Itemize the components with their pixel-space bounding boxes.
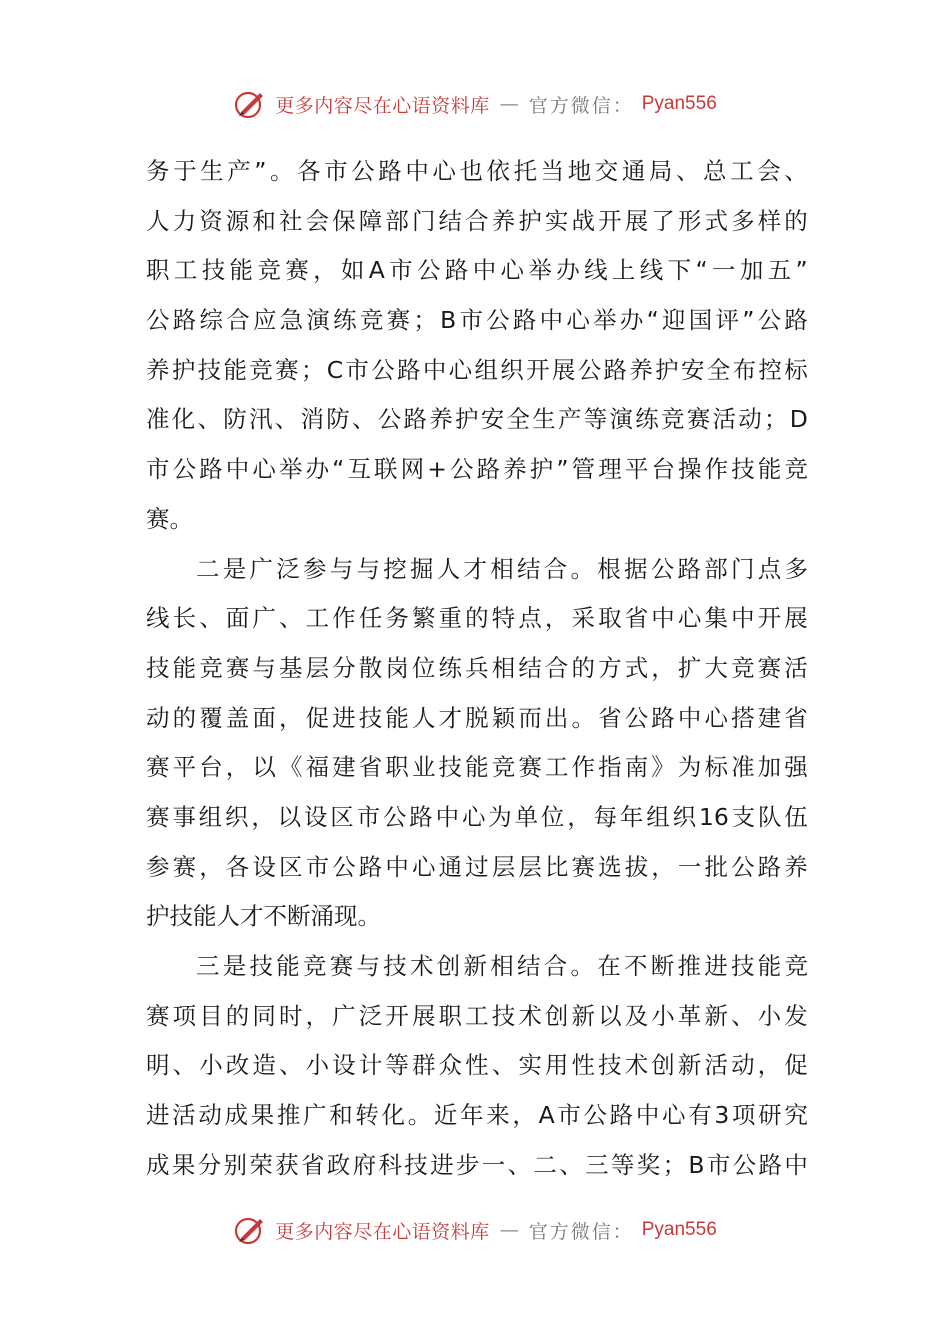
text-line: 人 力 资 源 和 社 会 保 障 部 门 结 合 养 护 实 战 开 展 了 形 式 多 样 的 xyxy=(146,206,808,235)
text-line: 线 长 、 面 广 、 工 作 任 务 繁 重 的 特 点 ， 采 取 省 中 心 集 中 开 展 xyxy=(146,604,808,633)
text-line: 公 路 综 合 应 急 演 练 竞 赛 ； B 市 公 路 中 心 举 办 “ 迎 国 评 ” 公 路 xyxy=(146,306,808,335)
watermark-text: 更多内容尽在心语资料库 xyxy=(275,1220,490,1243)
footer-watermark xyxy=(0,1210,950,1250)
text-line: 市 公 路 中 心 举 办 “ 互 联 网 + 公 路 养 护 ” 管 理 平 台 操 作 技 能 竞 xyxy=(146,455,808,484)
quill-pen-logo-icon xyxy=(233,1213,267,1247)
paragraph-first-line: 二 是 广 泛 参 与 与 挖 掘 人 才 相 结 合 。 根 据 公 路 部 门 点 多 xyxy=(196,554,808,583)
text-line: 进 活 动 成 果 推 广 和 转 化 。 近 年 来 ， A 市 公 路 中 心 有 3 项 研 究 xyxy=(146,1101,808,1130)
text-line: 技 能 竞 赛 与 基 层 分 散 岗 位 练 兵 相 结 合 的 方 式 ， 扩 大 竞 赛 活 xyxy=(146,653,808,682)
text-line: 养 护 技 能 竞 赛 ； C 市 公 路 中 心 组 织 开 展 公 路 养 护 安 全 布 控 标 xyxy=(146,355,808,384)
paragraph-first-line: 三 是 技 能 竞 赛 与 技 术 创 新 相 结 合 。 在 不 断 推 进 技 能 竞 xyxy=(196,952,808,980)
watermark-wechat-id: Pyan556 xyxy=(641,93,717,114)
text-line: 赛 项 目 的 同 时 ， 广 泛 开 展 职 工 技 术 创 新 以 及 小 革 新 、 小 发 xyxy=(146,1001,808,1030)
watermark-dash: — xyxy=(499,93,519,115)
text-line: 赛 事 组 织 ， 以 设 区 市 公 路 中 心 为 单 位 ， 每 年 组 织 16 支 队 伍 xyxy=(146,802,808,831)
text-line: 动 的 覆 盖 面 ， 促 进 技 能 人 才 脱 颖 而 出 。 省 公 路 中 心 搭 建 省 xyxy=(146,703,808,732)
watermark-text: 更多内容尽在心语资料库 xyxy=(275,94,490,117)
text-line: 赛。 xyxy=(146,504,193,533)
watermark-dash: — xyxy=(499,1219,519,1241)
text-line: 参 赛 ， 各 设 区 市 公 路 中 心 通 过 层 层 比 赛 选 拔 ， 一 批 公 路 养 xyxy=(146,852,808,881)
text-line: 成 果 分 别 荣 获 省 政 府 科 技 进 步 一 、 二 、 三 等 奖 ； B 市 公 路 中 xyxy=(146,1150,808,1179)
header-watermark xyxy=(0,84,950,124)
watermark-label: 官方微信： xyxy=(528,1220,634,1243)
text-line: 务 于 生 产 ” 。 各 市 公 路 中 心 也 依 托 当 地 交 通 局 、 总 工 会 、 xyxy=(146,157,808,185)
quill-pen-logo-icon xyxy=(233,87,267,121)
text-line: 准 化 、 防 汛 、 消 防 、 公 路 养 护 安 全 生 产 等 演 练 竞 赛 活 动 ； D xyxy=(146,405,808,434)
text-line: 赛 平 台 ， 以 《 福 建 省 职 业 技 能 竞 赛 工 作 指 南 》 为 标 准 加 强 xyxy=(146,753,808,782)
text-line: 职 工 技 能 竞 赛 ， 如 A 市 公 路 中 心 举 办 线 上 线 下 “ 一 加 五 ” xyxy=(146,256,808,285)
watermark-label: 官方微信： xyxy=(528,94,634,117)
text-line: 明 、 小 改 造 、 小 设 计 等 群 众 性 、 实 用 性 技 术 创 新 活 动 ， 促 xyxy=(146,1051,808,1080)
watermark-wechat-id: Pyan556 xyxy=(641,1219,717,1240)
text-line: 护技能人才不断涌现。 xyxy=(146,902,381,931)
document-body xyxy=(146,147,808,1190)
